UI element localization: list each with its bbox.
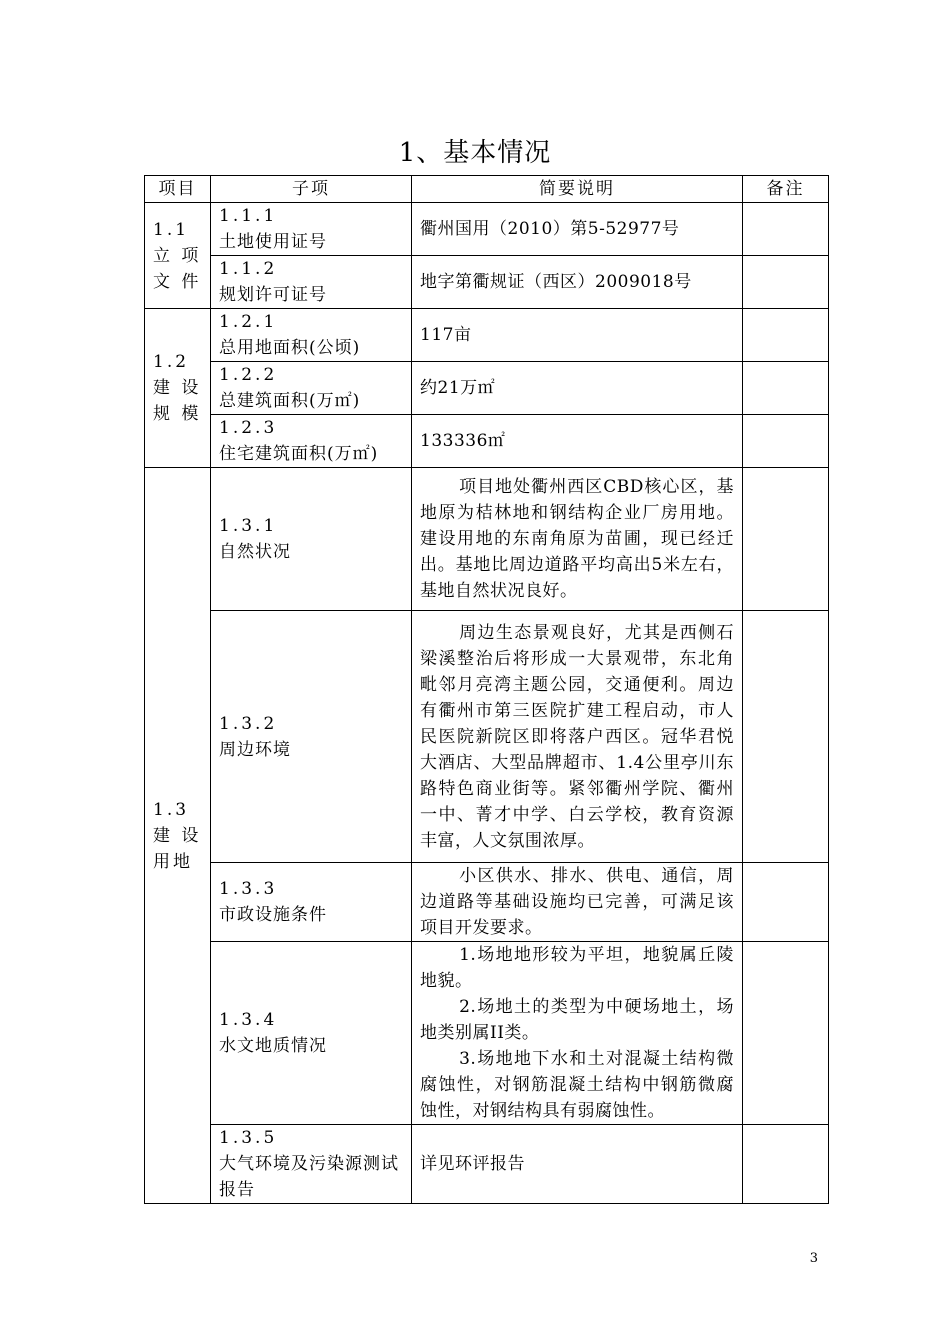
header-note: 备注 bbox=[743, 176, 829, 203]
table-row bbox=[145, 362, 829, 415]
note-cell bbox=[743, 611, 829, 863]
note-cell bbox=[743, 468, 829, 611]
table-row bbox=[145, 1125, 829, 1204]
note-cell bbox=[743, 362, 829, 415]
table-header-row bbox=[145, 176, 829, 203]
table-row bbox=[145, 611, 829, 863]
note-cell bbox=[743, 415, 829, 468]
table-row bbox=[145, 415, 829, 468]
desc-cell: 133336㎡ bbox=[412, 415, 743, 468]
sub-item-cell: 1.3.4 水文地质情况 bbox=[211, 942, 412, 1125]
note-cell bbox=[743, 203, 829, 256]
group-cell: 1.3 建 设 用地 bbox=[145, 468, 211, 1204]
desc-cell: 周边生态景观良好，尤其是西侧石梁溪整治后将形成一大景观带，东北角毗邻月亮湾主题公园，交通便利。周边有衢州市第三医院扩建工程启动，市人民医院新院区即将落户西区。冠华君悦大酒店、大型品牌超市、1.4公里亭川东路特色商业街等。紧邻衢州学院、衢州一中、菁才中学、白云学校，教育资源丰富，人文氛围浓厚。 bbox=[412, 611, 743, 863]
sub-item-cell: 1.2.3 住宅建筑面积(万㎡) bbox=[211, 415, 412, 468]
desc-cell: 衢州国用（2010）第5-52977号 bbox=[412, 203, 743, 256]
table-row bbox=[145, 203, 829, 256]
table-row bbox=[145, 468, 829, 611]
header-sub: 子项 bbox=[211, 176, 412, 203]
sub-item-cell: 1.3.1 自然状况 bbox=[211, 468, 412, 611]
page-title: 1、基本情况 bbox=[398, 138, 552, 168]
sub-item-cell: 1.3.3 市政设施条件 bbox=[211, 863, 412, 942]
group-cell: 1.2 建 设 规 模 bbox=[145, 309, 211, 468]
note-cell bbox=[743, 863, 829, 942]
sub-item-cell: 1.3.2 周边环境 bbox=[211, 611, 412, 863]
page-number: 3 bbox=[809, 1251, 818, 1266]
desc-cell: 项目地处衢州西区CBD核心区，基地原为桔林地和钢结构企业厂房用地。建设用地的东南角原为苗圃，现已经迁出。基地比周边道路平均高出5米左右，基地自然状况良好。 bbox=[412, 468, 743, 611]
desc-cell: 117亩 bbox=[412, 309, 743, 362]
group-cell: 1.1 立 项 文 件 bbox=[145, 203, 211, 309]
desc-cell: 1.场地地形较为平坦，地貌属丘陵地貌。 2.场地土的类型为中硬场地土，场地类别属II类。 3.场地地下水和土对混凝土结构微腐蚀性，对钢筋混凝土结构中钢筋微腐蚀性，对钢结构具有弱腐蚀性。 bbox=[412, 942, 743, 1125]
sub-item-cell: 1.3.5 大气环境及污染源测试报告 bbox=[211, 1125, 412, 1204]
sub-item-cell: 1.2.2 总建筑面积(万㎡) bbox=[211, 362, 412, 415]
note-cell bbox=[743, 309, 829, 362]
desc-cell: 小区供水、排水、供电、通信，周边道路等基础设施均已完善，可满足该项目开发要求。 bbox=[412, 863, 743, 942]
header-desc: 简要说明 bbox=[412, 176, 743, 203]
basic-info-table bbox=[144, 175, 829, 1204]
table-row bbox=[145, 942, 829, 1125]
note-cell bbox=[743, 256, 829, 309]
sub-item-cell: 1.1.1 土地使用证号 bbox=[211, 203, 412, 256]
table-row bbox=[145, 256, 829, 309]
desc-cell: 详见环评报告 bbox=[412, 1125, 743, 1204]
sub-item-cell: 1.2.1 总用地面积(公顷) bbox=[211, 309, 412, 362]
note-cell bbox=[743, 1125, 829, 1204]
table-row bbox=[145, 309, 829, 362]
desc-cell: 地字第衢规证（西区）2009018号 bbox=[412, 256, 743, 309]
table-row bbox=[145, 863, 829, 942]
header-item: 项目 bbox=[145, 176, 211, 203]
note-cell bbox=[743, 942, 829, 1125]
desc-cell: 约21万㎡ bbox=[412, 362, 743, 415]
sub-item-cell: 1.1.2 规划许可证号 bbox=[211, 256, 412, 309]
